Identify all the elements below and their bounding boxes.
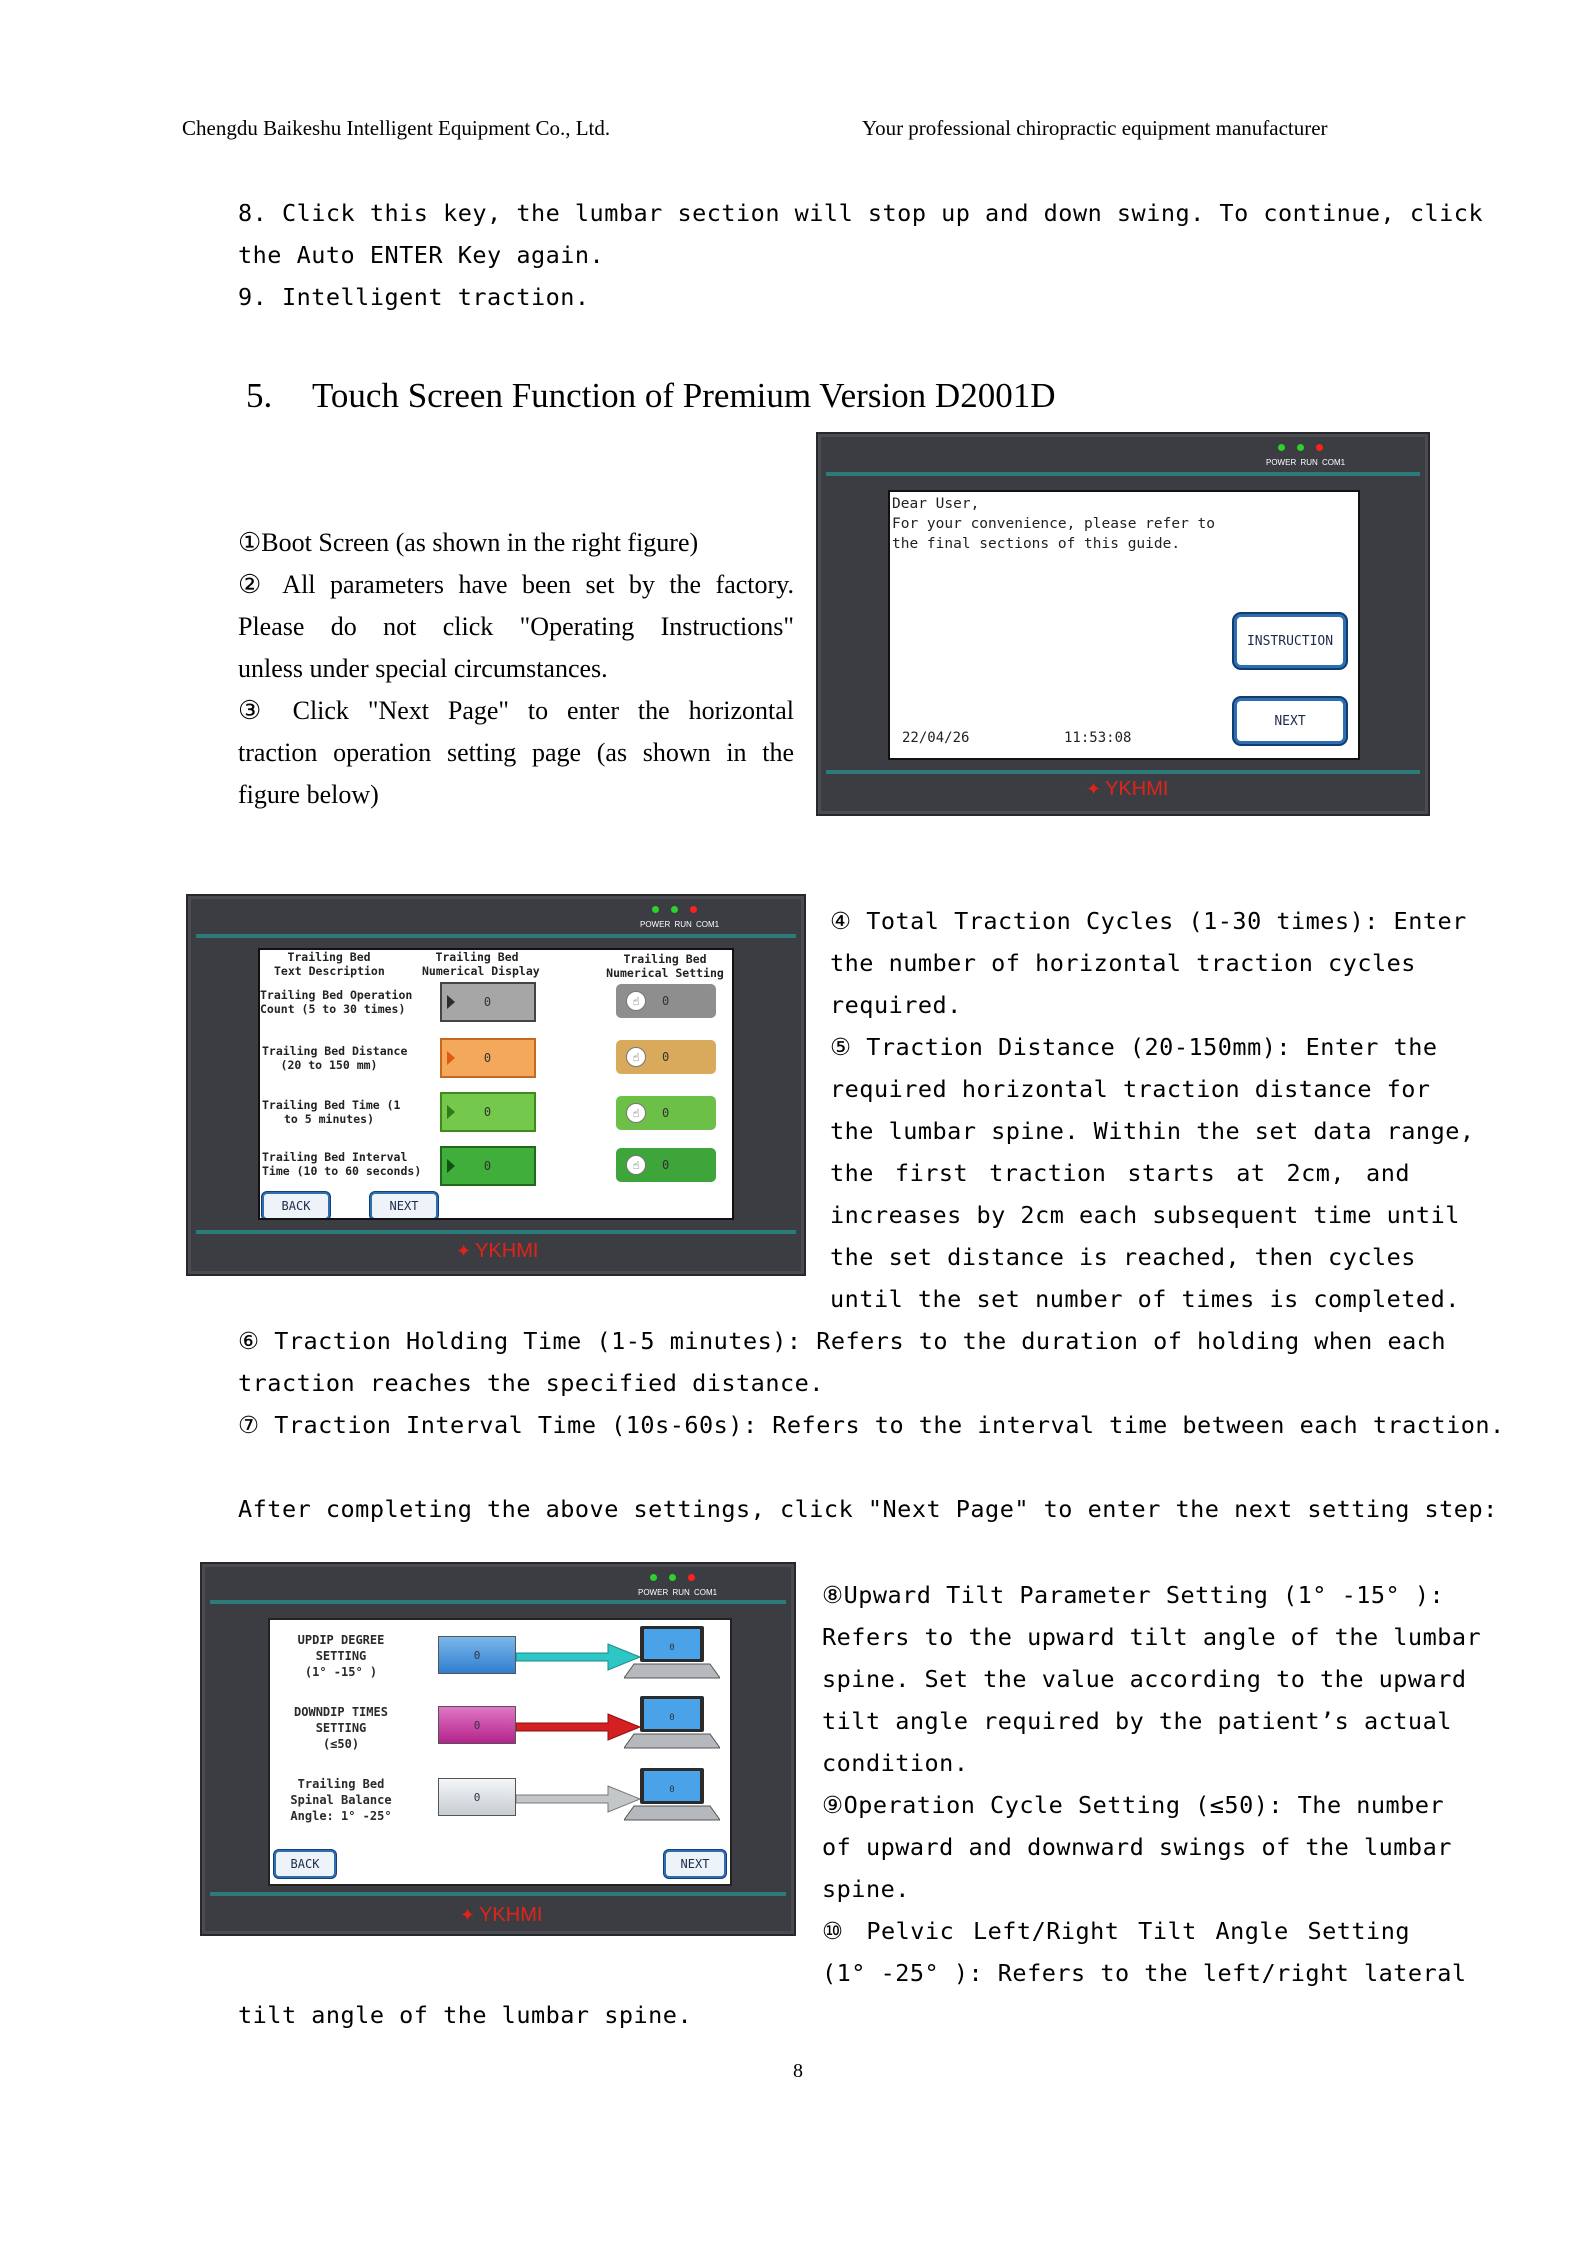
- row-label-line: Trailing Bed Distance: [262, 1044, 408, 1058]
- row-label-line: Time (10 to 60 seconds): [262, 1164, 422, 1178]
- com1-led: [1316, 444, 1323, 451]
- play-icon: [447, 1051, 455, 1065]
- setting-value: 0: [662, 1050, 670, 1064]
- col-header-line: Trailing Bed: [287, 950, 371, 964]
- setting-distance[interactable]: [616, 1040, 716, 1074]
- holding-text-2: traction reaches the specified distance.: [238, 1369, 824, 1397]
- tilt-text-9: ⑩ Pelvic Left/Right Tilt Angle Setting: [822, 1917, 1410, 1945]
- setting-value: 0: [662, 994, 670, 1008]
- row-label-line: (≤50): [322, 1737, 360, 1751]
- date-display: 22/04/26: [902, 730, 970, 746]
- setting-value: 0: [662, 1158, 670, 1172]
- col-header-line: Trailing Bed: [623, 952, 707, 966]
- display-distance: [440, 1038, 536, 1078]
- setting-interval[interactable]: [616, 1148, 716, 1182]
- section-title: Touch Screen Function of Premium Version D2001D: [312, 376, 1056, 415]
- col-header-display: [422, 950, 540, 978]
- tilt-text-10: (1° -25° ): Refers to the left/right lateral: [822, 1959, 1467, 1987]
- row-label-line: (20 to 150 mm): [280, 1058, 378, 1072]
- traction-text-7: the first traction starts at 2cm, and: [830, 1159, 1410, 1187]
- hmi-device-traction: [186, 894, 806, 1276]
- tilt-text-5: condition.: [822, 1749, 969, 1777]
- col-header-line: Numerical Setting: [606, 966, 724, 980]
- laptop-icon[interactable]: [624, 1624, 720, 1680]
- row-label-line: Trailing Bed Interval: [262, 1150, 408, 1164]
- welcome-line-2: For your convenience, please refer to: [892, 516, 1216, 532]
- tilt-text-11: tilt angle of the lumbar spine.: [238, 2001, 693, 2029]
- play-icon: [447, 1159, 455, 1173]
- boot-text-4: unless under special circumstances.: [238, 654, 608, 683]
- tilt-text-1: ⑧Upward Tilt Parameter Setting (1° -15° ):: [822, 1581, 1445, 1609]
- brand-name: YKHMI: [475, 1240, 539, 1262]
- row-label-line: (1° -15° ): [304, 1665, 378, 1679]
- welcome-line-3: the final sections of this guide.: [892, 536, 1181, 552]
- display-value: 0: [483, 1051, 492, 1065]
- traction-text-1: ④ Total Traction Cycles (1-30 times): Enter: [830, 907, 1467, 935]
- col-header-setting: [600, 952, 730, 980]
- back-button[interactable]: BACK: [274, 1850, 336, 1878]
- row-label-line: Angle: 1° -25°: [290, 1809, 392, 1823]
- four-point-star-icon: ✦: [456, 1241, 472, 1261]
- setting-value: 0: [662, 1106, 670, 1120]
- traction-text-2: the number of horizontal traction cycles: [830, 949, 1416, 977]
- power-led: [650, 1574, 657, 1581]
- traction-settings-screen: [258, 948, 734, 1220]
- boot-text-2: ② All parameters have been set by the factory.: [238, 570, 794, 599]
- power-led: [1278, 444, 1285, 451]
- tilt-text-6: ⑨Operation Cycle Setting (≤50): The number: [822, 1791, 1445, 1819]
- row-label-line: Trailing Bed Operation: [260, 988, 413, 1002]
- tilt-text-3: spine. Set the value according to the upward: [822, 1665, 1467, 1693]
- row-label-line: UPDIP DEGREE: [297, 1633, 385, 1647]
- play-icon: [447, 995, 455, 1009]
- hand-pointer-icon: ☝: [626, 1155, 646, 1175]
- header-tagline: Your professional chiropractic equipment manufacturer: [862, 116, 1328, 140]
- row-label-line: SETTING: [315, 1721, 367, 1735]
- hand-pointer-icon: ☝: [626, 1103, 646, 1123]
- col-header-description: [274, 950, 384, 978]
- col-header-line: Trailing Bed: [435, 950, 519, 964]
- traction-text-4: ⑤ Traction Distance (20-150mm): Enter the: [830, 1033, 1438, 1061]
- tilt-text-4: tilt angle required by the patient’s actual: [822, 1707, 1452, 1735]
- next-button[interactable]: NEXT: [370, 1192, 438, 1220]
- col-header-line: Numerical Display: [422, 964, 540, 978]
- header-company: Chengdu Baikeshu Intelligent Equipment Co., Ltd.: [182, 116, 611, 140]
- display-count: [440, 982, 536, 1022]
- row-label-downdip: [276, 1704, 406, 1752]
- run-led: [669, 1574, 676, 1581]
- row-label-line: SETTING: [315, 1649, 367, 1663]
- intro-line-3: 9. Intelligent traction.: [238, 283, 590, 311]
- row-label-line: DOWNDIP TIMES: [294, 1705, 388, 1719]
- com1-led: [688, 1574, 695, 1581]
- status-leds: [1278, 444, 1323, 451]
- hand-pointer-icon: ☝: [626, 991, 646, 1011]
- next-button[interactable]: NEXT: [1234, 698, 1346, 744]
- boot-text-5: ③ Click "Next Page" to enter the horizontal: [238, 696, 794, 725]
- setting-time[interactable]: [616, 1096, 716, 1130]
- status-leds: [650, 1574, 695, 1581]
- led-labels: POWER RUN COM1: [640, 920, 720, 929]
- power-led: [652, 906, 659, 913]
- next-step-text: After completing the above settings, click "Next Page" to enter the next setting step:: [238, 1495, 1498, 1523]
- row-label-line: to 5 minutes): [283, 1112, 374, 1126]
- display-value: 0: [483, 995, 492, 1009]
- boot-screen: [888, 490, 1360, 760]
- row-label-interval: [262, 1150, 422, 1178]
- display-value: 0: [483, 1105, 492, 1119]
- col-header-line: Text Description: [274, 964, 385, 978]
- four-point-star-icon: ✦: [460, 1905, 476, 1925]
- traction-text-6: the lumbar spine. Within the set data range,: [830, 1117, 1475, 1145]
- boot-text-1: ①Boot Screen (as shown in the right figure): [238, 528, 699, 557]
- back-button[interactable]: BACK: [262, 1192, 330, 1220]
- brand-logo: [456, 1240, 538, 1263]
- traction-text-10: until the set number of times is completed.: [830, 1285, 1460, 1313]
- instruction-button[interactable]: INSTRUCTION: [1234, 614, 1346, 668]
- row-label-line: Spinal Balance: [290, 1793, 392, 1807]
- brand-name: YKHMI: [1105, 778, 1169, 800]
- status-leds: [652, 906, 697, 913]
- laptop-value: 0: [669, 1643, 675, 1653]
- row-label-time: [262, 1098, 401, 1126]
- display-interval: [440, 1146, 536, 1186]
- tilt-settings-screen: [268, 1618, 732, 1886]
- interval-text: ⑦ Traction Interval Time (10s-60s): Refers to the interval time between each traction.: [238, 1411, 1505, 1439]
- display-time: [440, 1092, 536, 1132]
- balance-value-box[interactable]: 0: [438, 1778, 516, 1816]
- row-label-line: Trailing Bed Time (1: [262, 1098, 401, 1112]
- traction-text-5: required horizontal traction distance for: [830, 1075, 1431, 1103]
- laptop-value: 0: [669, 1785, 675, 1795]
- laptop-value: 0: [669, 1713, 675, 1723]
- next-button[interactable]: NEXT: [664, 1850, 726, 1878]
- display-value: 0: [483, 1159, 492, 1173]
- four-point-star-icon: ✦: [1086, 779, 1102, 799]
- page-number: 8: [793, 2060, 803, 2082]
- brand-name: YKHMI: [479, 1904, 543, 1926]
- tilt-text-7: of upward and downward swings of the lumbar: [822, 1833, 1452, 1861]
- welcome-message: [892, 494, 1215, 554]
- run-led: [671, 906, 678, 913]
- downdip-value-box[interactable]: 0: [438, 1706, 516, 1744]
- boot-text-6: traction operation setting page (as shown in the: [238, 738, 794, 767]
- tilt-text-2: Refers to the upward tilt angle of the lumbar: [822, 1623, 1482, 1651]
- hmi-device-tilt: [200, 1562, 796, 1936]
- row-label-line: Trailing Bed: [297, 1777, 385, 1791]
- row-label-balance: [276, 1776, 406, 1824]
- welcome-line-1: Dear User,: [892, 496, 980, 512]
- row-label-distance: [262, 1044, 408, 1072]
- intro-line-1: 8. Click this key, the lumbar section will stop up and down swing. To continue, click: [238, 199, 1484, 227]
- row-label-updip: [276, 1632, 406, 1680]
- brand-logo: [460, 1904, 542, 1927]
- boot-text-7: figure below): [238, 780, 379, 809]
- brand-logo: [1086, 778, 1168, 801]
- hmi-device-boot: [816, 432, 1430, 816]
- led-labels: POWER RUN COM1: [638, 1588, 718, 1597]
- laptop-icon[interactable]: [624, 1694, 720, 1750]
- boot-text-3: Please do not click "Operating Instructions": [238, 612, 794, 641]
- row-label-count: [260, 988, 413, 1016]
- led-labels: POWER RUN COM1: [1266, 458, 1346, 467]
- com1-led: [690, 906, 697, 913]
- hand-pointer-icon: ☝: [626, 1047, 646, 1067]
- tilt-text-8: spine.: [822, 1875, 910, 1903]
- traction-text-8: increases by 2cm each subsequent time until: [830, 1201, 1460, 1229]
- row-label-line: Count (5 to 30 times): [260, 1002, 406, 1016]
- play-icon: [447, 1105, 455, 1119]
- laptop-icon[interactable]: [624, 1766, 720, 1822]
- updip-value-box[interactable]: 0: [438, 1636, 516, 1674]
- intro-line-2: the Auto ENTER Key again.: [238, 241, 605, 269]
- traction-text-3: required.: [830, 991, 962, 1019]
- section-number: 5.: [246, 376, 273, 415]
- time-display: 11:53:08: [1064, 730, 1132, 746]
- setting-count[interactable]: [616, 984, 716, 1018]
- traction-text-9: the set distance is reached, then cycles: [830, 1243, 1416, 1271]
- holding-text-1: ⑥ Traction Holding Time (1-5 minutes): Refers to the duration of holding when each: [238, 1327, 1447, 1355]
- run-led: [1297, 444, 1304, 451]
